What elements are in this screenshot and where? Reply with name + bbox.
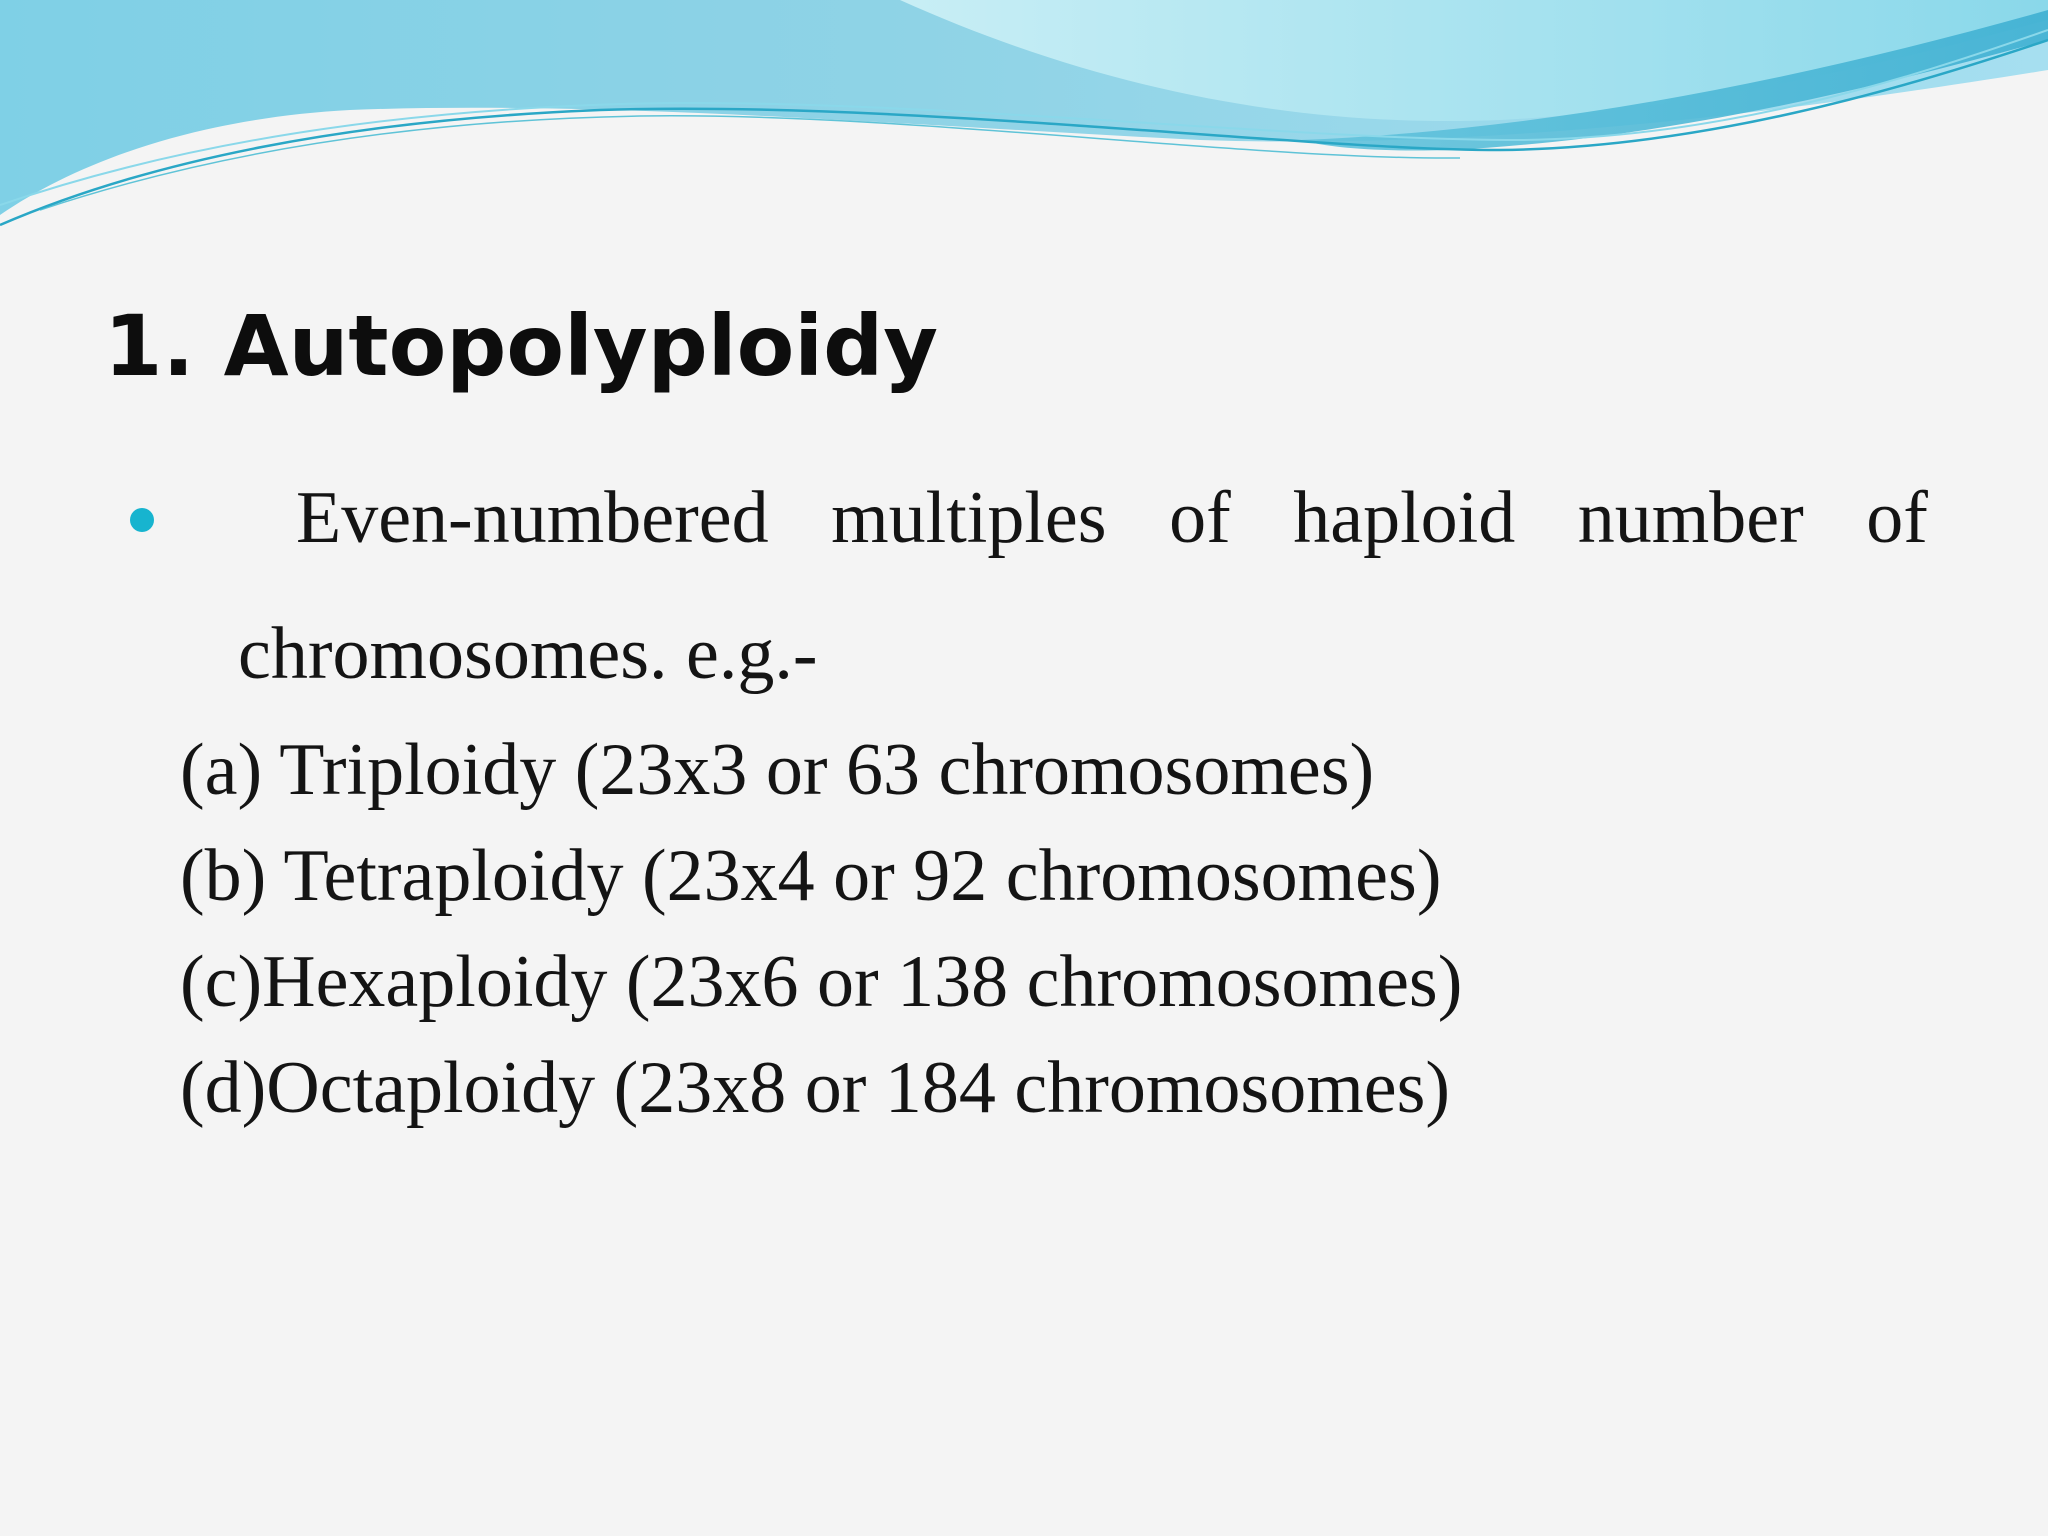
list-item-octaploidy: (d)Octaploidy (23x8 or 184 chromosomes) [180, 1047, 1451, 1129]
bullet-word: Even-numbered [296, 477, 769, 559]
list-item-hexaploidy: (c)Hexaploidy (23x6 or 138 chromosomes) [180, 941, 1463, 1023]
bullet-word: haploid [1293, 477, 1516, 559]
bullet-word: multiples [831, 477, 1107, 559]
bullet-word: number [1577, 477, 1804, 559]
header-wave-decoration [0, 0, 2048, 240]
bullet-line-1 [296, 476, 1928, 561]
bullet-dot-icon [130, 508, 154, 532]
slide-title: 1. Autopolyploidy [104, 297, 938, 395]
bullet-word: of [1169, 477, 1231, 559]
bullet-word: of [1866, 477, 1928, 559]
list-item-tetraploidy: (b) Tetraploidy (23x4 or 92 chromosomes) [180, 835, 1442, 917]
bullet-line-2: chromosomes. e.g.- [238, 613, 818, 695]
list-item-triploidy: (a) Triploidy (23x3 or 63 chromosomes) [180, 729, 1375, 811]
